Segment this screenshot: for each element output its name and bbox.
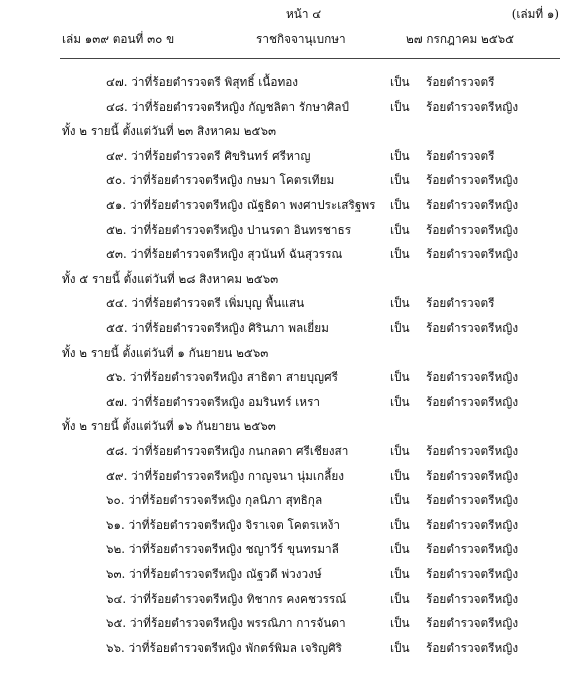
- appointee-text: ๕๒. ว่าที่ร้อยตำรวจตรีหญิง ปานรดา อินทรชาธร: [106, 222, 352, 237]
- group-summary-line: [0, 122, 587, 144]
- appointment-row: [0, 590, 587, 612]
- appointee-text: ๔๘. ว่าที่ร้อยตำรวจตรีหญิง กัญชลิตา รักษาศิลป์: [106, 99, 349, 114]
- appointment-row: [0, 245, 587, 267]
- group-summary-text: ทั้ง ๒ รายนี้ ตั้งแต่วันที่ ๑ กันยายน ๒๕๖๓: [62, 345, 269, 360]
- appointment-row: [0, 196, 587, 218]
- page-header-line: [0, 30, 587, 50]
- rank-text: ร้อยตำรวจตรีหญิง: [426, 542, 519, 557]
- appointee-text: ๕๓. ว่าที่ร้อยตำรวจตรีหญิง สุวนันท์ ฉันสุวรรณ: [106, 247, 343, 262]
- appointee-text: ๖๕. ว่าที่ร้อยตำรวจตรีหญิง พรรณิภา การจันดา: [106, 616, 346, 631]
- group-summary-line: [0, 270, 587, 292]
- pen-word: เป็น: [390, 222, 410, 237]
- header-rule: [60, 58, 560, 59]
- rank-text: ร้อยตำรวจตรี: [426, 75, 495, 89]
- pen-word: เป็น: [390, 567, 410, 581]
- pen-word: เป็น: [390, 75, 410, 89]
- appointment-row: [0, 565, 587, 587]
- appointee-text: ๔๗. ว่าที่ร้อยตำรวจตรี พิสุทธิ์ เนื้อทอง: [106, 75, 299, 89]
- group-summary-text: ทั้ง ๒ รายนี้ ตั้งแต่วันที่ ๑๖ กันยายน ๒๕๖๓: [62, 419, 276, 434]
- appointee-text: ๖๓. ว่าที่ร้อยตำรวจตรีหญิง ณัฐวดี พ่วงวงษ์: [106, 567, 322, 581]
- appointee-text: ๕๑. ว่าที่ร้อยตำรวจตรีหญิง ณัฐธิดา พงศาประเสริฐพร: [106, 198, 376, 212]
- pen-word: เป็น: [390, 148, 410, 163]
- pen-word: เป็น: [390, 616, 410, 631]
- appointment-row: [0, 294, 587, 316]
- rank-text: ร้อยตำรวจตรี: [426, 148, 495, 163]
- rank-text: ร้อยตำรวจตรีหญิง: [426, 517, 519, 532]
- rank-text: ร้อยตำรวจตรีหญิง: [426, 394, 519, 409]
- pen-word: เป็น: [390, 173, 410, 188]
- appointment-row: [0, 467, 587, 489]
- appointee-text: ๖๖. ว่าที่ร้อยตำรวจตรีหญิง พักตร์พิมล เจริญศิริ: [106, 640, 342, 655]
- pen-word: เป็น: [390, 517, 410, 532]
- group-summary-text: ทั้ง ๒ รายนี้ ตั้งแต่วันที่ ๒๓ สิงหาคม ๒๕๖๓: [62, 124, 277, 139]
- appointee-text: ๖๒. ว่าที่ร้อยตำรวจตรีหญิง ชญาวีร์ ขุนทรมาลี: [106, 542, 339, 557]
- pen-word: เป็น: [390, 591, 410, 606]
- appointment-row: [0, 393, 587, 415]
- appointee-text: ๕๙. ว่าที่ร้อยตำรวจตรีหญิง กาญจนา นุ่มเกลี้ยง: [106, 468, 345, 483]
- pen-word: เป็น: [390, 296, 410, 311]
- appointment-row: [0, 73, 587, 95]
- rank-text: ร้อยตำรวจตรีหญิง: [426, 370, 519, 385]
- rank-text: ร้อยตำรวจตรีหญิง: [426, 616, 519, 631]
- pen-word: เป็น: [390, 370, 410, 385]
- rank-text: ร้อยตำรวจตรีหญิง: [426, 567, 519, 581]
- pen-word: เป็น: [390, 321, 410, 335]
- rank-text: ร้อยตำรวจตรีหญิง: [426, 222, 519, 237]
- group-summary-text: ทั้ง ๕ รายนี้ ตั้งแต่วันที่ ๒๘ สิงหาคม ๒๕๖๓: [62, 271, 279, 286]
- pen-word: เป็น: [390, 394, 410, 409]
- rank-text: ร้อยตำรวจตรีหญิง: [426, 173, 519, 188]
- pen-word: เป็น: [390, 198, 410, 212]
- appointment-row: [0, 171, 587, 193]
- rank-text: ร้อยตำรวจตรีหญิง: [426, 99, 519, 114]
- appointee-text: ๖๑. ว่าที่ร้อยตำรวจตรีหญิง จิราเจต โคตรเหง้า: [106, 517, 340, 532]
- appointment-row: [0, 98, 587, 120]
- appointee-text: ๕๔. ว่าที่ร้อยตำรวจตรี เพิ่มบุญ พื้นแสน: [106, 296, 305, 311]
- page-header-top: [0, 5, 587, 25]
- pen-word: เป็น: [390, 444, 410, 458]
- appointment-row: [0, 147, 587, 169]
- pen-word: เป็น: [390, 468, 410, 483]
- group-summary-line: [0, 344, 587, 366]
- appointment-row: [0, 368, 587, 390]
- rank-text: ร้อยตำรวจตรีหญิง: [426, 640, 519, 655]
- pen-word: เป็น: [390, 99, 410, 114]
- appointee-text: ๖๔. ว่าที่ร้อยตำรวจตรีหญิง ทิชากร คงคชวรรณ์: [106, 591, 347, 606]
- appointment-row: [0, 614, 587, 636]
- volume-note: (เล่มที่ ๑): [511, 7, 559, 21]
- rank-text: ร้อยตำรวจตรี: [426, 296, 495, 311]
- appointee-text: ๕๕. ว่าที่ร้อยตำรวจตรีหญิง ศิรินภา พลเยี่ยม: [106, 321, 329, 335]
- rank-text: ร้อยตำรวจตรีหญิง: [426, 321, 519, 335]
- appointee-text: ๕๐. ว่าที่ร้อยตำรวจตรีหญิง กษมา โคตรเทียม: [106, 173, 335, 188]
- appointment-row: [0, 442, 587, 464]
- rank-text: ร้อยตำรวจตรีหญิง: [426, 591, 519, 606]
- rank-text: ร้อยตำรวจตรีหญิง: [426, 468, 519, 483]
- appointee-text: ๔๙. ว่าที่ร้อยตำรวจตรี ศิขรินทร์ ศรีหาญ: [106, 148, 311, 163]
- rank-text: ร้อยตำรวจตรีหญิง: [426, 198, 519, 212]
- appointee-text: ๕๗. ว่าที่ร้อยตำรวจตรีหญิง อมรินทร์ เหรา: [106, 394, 321, 409]
- pen-word: เป็น: [390, 542, 410, 557]
- group-summary-line: [0, 417, 587, 439]
- rank-text: ร้อยตำรวจตรีหญิง: [426, 493, 519, 508]
- appointee-text: ๕๘. ว่าที่ร้อยตำรวจตรีหญิง กนกลดา ศรีเชียงสา: [106, 444, 349, 458]
- appointee-text: ๖๐. ว่าที่ร้อยตำรวจตรีหญิง กุลนิภา สุทธิกุล: [106, 493, 323, 508]
- issue-label: เล่ม ๑๓๙ ตอนที่ ๓๐ ข: [62, 32, 175, 46]
- appointment-row: [0, 540, 587, 562]
- appointment-row: [0, 516, 587, 538]
- pen-word: เป็น: [390, 247, 410, 262]
- publication-date: ๒๗ กรกฎาคม ๒๕๖๕: [406, 32, 515, 46]
- pen-word: เป็น: [390, 640, 410, 655]
- publication-title: ราชกิจจานุเบกษา: [256, 32, 346, 46]
- rank-text: ร้อยตำรวจตรีหญิง: [426, 444, 519, 458]
- rank-text: ร้อยตำรวจตรีหญิง: [426, 247, 519, 262]
- appointee-text: ๕๖. ว่าที่ร้อยตำรวจตรีหญิง สาธิตา สายบุญศรี: [106, 370, 338, 385]
- appointment-row: [0, 221, 587, 243]
- appointment-row: [0, 319, 587, 341]
- appointment-row: [0, 491, 587, 513]
- pen-word: เป็น: [390, 493, 410, 508]
- page-number: หน้า ๔: [286, 7, 322, 21]
- appointment-row: [0, 639, 587, 661]
